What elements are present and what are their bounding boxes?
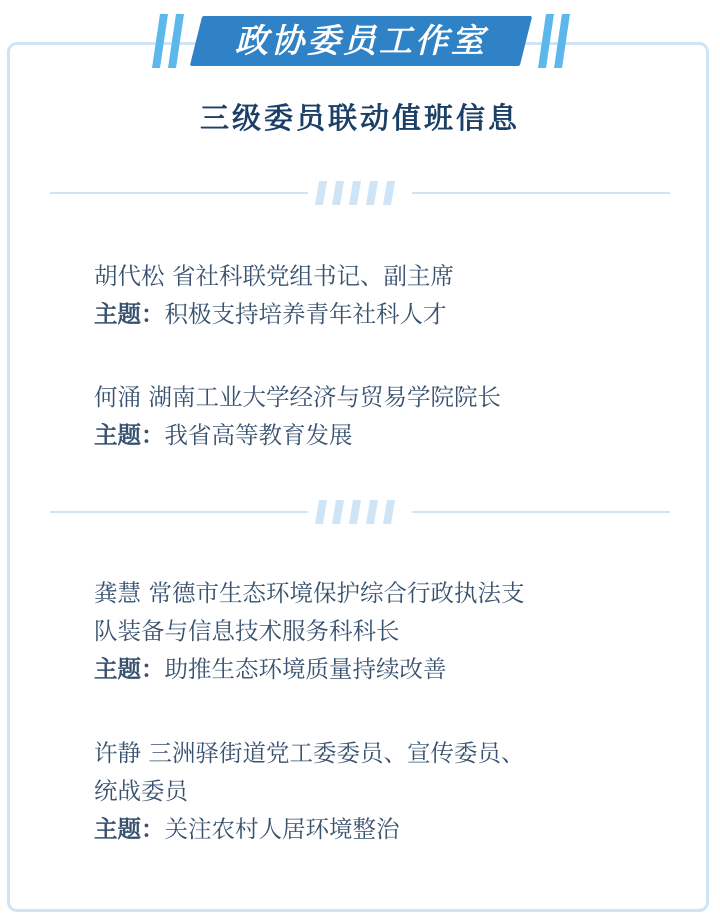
- entry-person: 胡代松 省社科联党组书记、副主席: [94, 262, 454, 290]
- section-divider: [50, 500, 670, 524]
- entry-xu-jing: [94, 734, 654, 848]
- entry-person: 何涌 湖南工业大学经济与贸易学院院长: [94, 383, 501, 411]
- entry-person: 队装备与信息技术服务科科长: [94, 617, 400, 645]
- topic-text: 积极支持培养青年社科人才: [164, 300, 447, 328]
- entry-person: 许静 三洲驿街道党工委委员、宣传委员、: [94, 739, 525, 767]
- header-banner: [148, 12, 574, 70]
- entry-topic: [94, 650, 654, 688]
- banner-title: 政协委员工作室: [235, 21, 487, 60]
- topic-text: 我省高等教育发展: [164, 421, 353, 449]
- divider-slashes-icon: [313, 181, 407, 205]
- topic-label: 主题：: [94, 815, 165, 843]
- topic-label: 主题：: [94, 421, 165, 449]
- entry-topic: [94, 416, 654, 454]
- topic-text: 关注农村人居环境整治: [164, 815, 400, 843]
- topic-label: 主题：: [94, 300, 165, 328]
- topic-label: 主题：: [94, 655, 165, 683]
- divider-slashes-icon: [313, 500, 407, 524]
- entry-he-yong: [94, 378, 654, 454]
- entry-person: 统战委员: [94, 777, 188, 805]
- entry-hu-daisong: [94, 257, 654, 333]
- entry-person: 龚慧 常德市生态环境保护综合行政执法支: [94, 579, 525, 607]
- topic-text: 助推生态环境质量持续改善: [164, 655, 447, 683]
- page-subtitle: 三级委员联动值班信息: [199, 101, 520, 135]
- entry-gong-hui: [94, 574, 654, 688]
- banner-stripes-left: [148, 12, 192, 70]
- entry-topic: [94, 295, 654, 333]
- section-divider: [50, 181, 670, 205]
- entry-topic: [94, 810, 654, 848]
- banner-stripes-right: [530, 12, 574, 70]
